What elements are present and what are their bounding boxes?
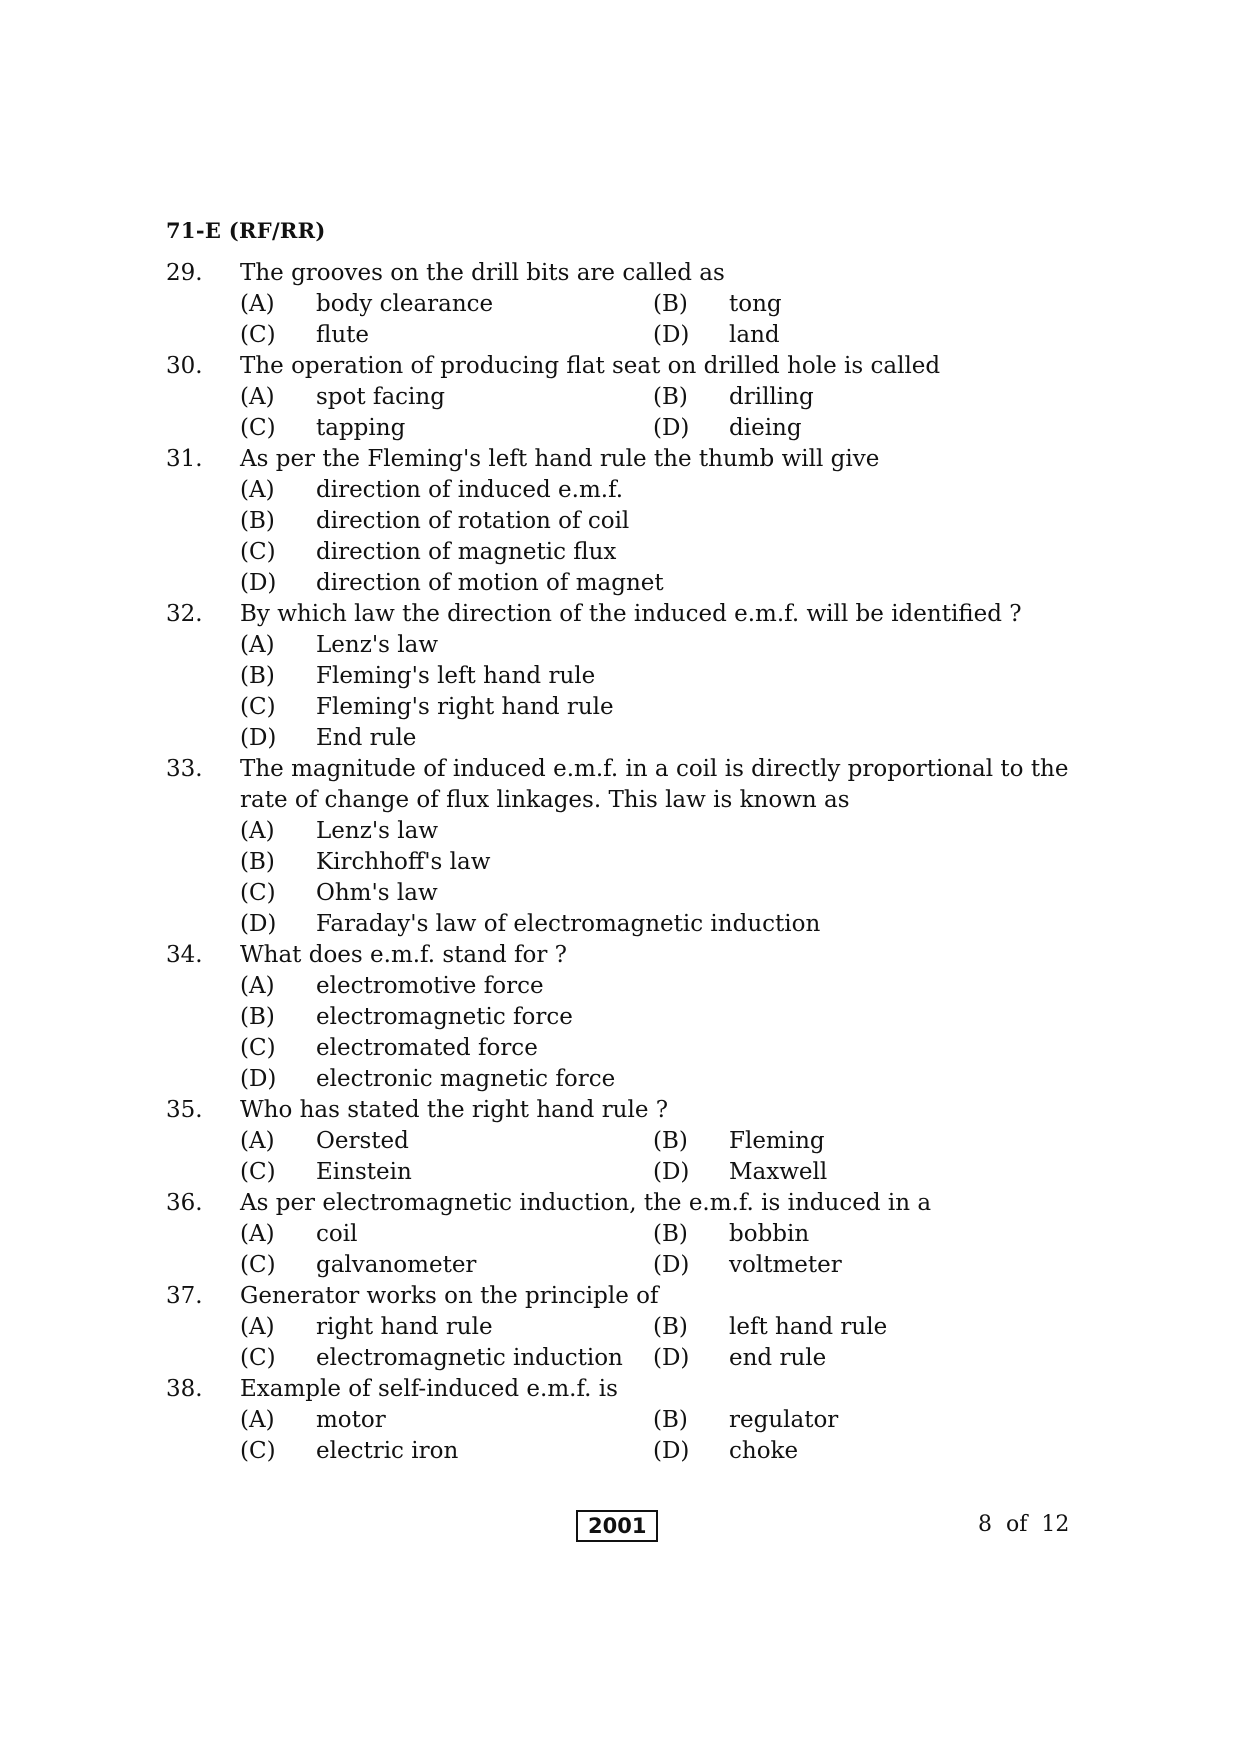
option-row [166,1219,1086,1250]
page-total: 12 [1041,1512,1070,1537]
option-letter: (B) [240,508,275,534]
option-letter: (C) [240,694,276,720]
option-b [240,847,1040,878]
option-letter: (C) [240,1035,276,1061]
option-c [240,1033,1040,1064]
option-row [166,1064,1086,1095]
option-letter: (C) [240,880,276,906]
option-text: electromated force [316,1035,538,1061]
question-37 [166,1281,1086,1374]
option-row [166,1002,1086,1033]
option-text: coil [316,1221,358,1247]
option-text: flute [316,322,370,348]
option-letter: (C) [240,322,276,348]
option-b [240,1002,1040,1033]
option-d [240,723,1040,754]
option-row [166,1436,1086,1467]
question-number: 29. [166,260,203,286]
question-number: 34. [166,942,203,968]
option-c [240,692,1040,723]
option-letter: (A) [240,973,275,999]
option-letter: (D) [240,1066,277,1092]
option-d [240,1064,1040,1095]
option-b [240,661,1040,692]
option-text: voltmeter [729,1252,842,1278]
question-text: By which law the direction of the induced e.m.f. will be identified ? [240,601,1022,627]
option-text: land [729,322,780,348]
option-letter: (B) [240,663,275,689]
option-text: electromagnetic force [316,1004,573,1030]
option-letter: (B) [653,291,688,317]
option-b [240,506,1040,537]
option-text: tong [729,291,782,317]
question-34 [166,940,1086,1095]
option-row [166,1126,1086,1157]
question-number: 35. [166,1097,203,1123]
option-letter: (A) [240,384,275,410]
question-text: Generator works on the principle of [240,1283,659,1309]
option-letter: (A) [240,818,275,844]
option-text: Oersted [316,1128,409,1154]
option-letter: (A) [240,477,275,503]
option-a [240,475,1040,506]
option-row [166,661,1086,692]
question-text: Who has stated the right hand rule ? [240,1097,669,1123]
option-letter: (C) [240,1345,276,1371]
option-d [653,320,1053,351]
option-letter: (D) [240,911,277,937]
option-row [166,878,1086,909]
option-letter: (A) [240,1128,275,1154]
option-letter: (A) [240,291,275,317]
option-row [166,1405,1086,1436]
option-row [166,382,1086,413]
option-row [166,506,1086,537]
option-row [166,475,1086,506]
question-35 [166,1095,1086,1188]
question-32 [166,599,1086,754]
question-number: 32. [166,601,203,627]
option-c [240,878,1040,909]
option-text: choke [729,1438,799,1464]
option-row [166,1343,1086,1374]
option-letter: (A) [240,1407,275,1433]
option-row [166,568,1086,599]
option-b [653,1126,1053,1157]
option-text: direction of induced e.m.f. [316,477,624,503]
option-text: Maxwell [729,1159,828,1185]
option-row [166,971,1086,1002]
option-letter: (C) [240,1252,276,1278]
option-row [166,413,1086,444]
option-a [240,971,1040,1002]
option-text: Lenz's law [316,632,439,658]
option-d [240,568,1040,599]
option-b [653,382,1053,413]
option-c [240,1436,653,1467]
option-c [240,1250,653,1281]
option-a [240,1126,653,1157]
option-text: Faraday's law of electromagnetic induction [316,911,821,937]
option-letter: (D) [653,1345,690,1371]
option-letter: (C) [240,415,276,441]
option-a [240,289,653,320]
option-text: direction of motion of magnet [316,570,664,596]
question-number: 31. [166,446,203,472]
option-a [240,630,1040,661]
option-text: bobbin [729,1221,810,1247]
question-text: As per electromagnetic induction, the e.m.f. is induced in a [240,1190,932,1216]
option-text: drilling [729,384,814,410]
option-b [653,1312,1053,1343]
question-text: The magnitude of induced e.m.f. in a coil is directly proportional to the rate of change of flux linkages. This law is known as [240,756,1069,813]
option-letter: (B) [653,1314,688,1340]
option-letter: (D) [653,415,690,441]
option-d [653,1436,1053,1467]
option-text: electromagnetic induction [316,1345,623,1371]
option-text: electric iron [316,1438,459,1464]
option-text: Fleming's right hand rule [316,694,614,720]
option-d [653,1157,1053,1188]
option-d [653,1250,1053,1281]
option-text: direction of rotation of coil [316,508,630,534]
question-number: 36. [166,1190,203,1216]
option-row [166,537,1086,568]
option-letter: (D) [653,1159,690,1185]
option-row [166,630,1086,661]
option-text: Fleming [729,1128,825,1154]
option-b [653,289,1053,320]
option-row [166,320,1086,351]
option-a [240,1405,653,1436]
question-text: What does e.m.f. stand for ? [240,942,567,968]
question-text: The grooves on the drill bits are called as [240,260,725,286]
option-letter: (B) [653,384,688,410]
question-text: The operation of producing flat seat on drilled hole is called [240,353,941,379]
option-c [240,1343,653,1374]
option-letter: (B) [653,1221,688,1247]
option-text: Lenz's law [316,818,439,844]
option-text: Einstein [316,1159,412,1185]
question-33 [166,754,1086,940]
option-letter: (C) [240,1438,276,1464]
option-letter: (B) [240,849,275,875]
option-letter: (A) [240,632,275,658]
option-text: Fleming's left hand rule [316,663,596,689]
option-text: electromotive force [316,973,544,999]
option-text: Ohm's law [316,880,438,906]
booklet-code-box: 2001 [576,1510,658,1542]
option-d [653,1343,1053,1374]
option-text: dieing [729,415,802,441]
question-38 [166,1374,1086,1467]
option-letter: (D) [653,1252,690,1278]
option-c [240,320,653,351]
option-letter: (D) [653,322,690,348]
option-row [166,1157,1086,1188]
question-number: 37. [166,1283,203,1309]
option-d [653,413,1053,444]
option-text: body clearance [316,291,494,317]
option-row [166,1250,1086,1281]
option-b [653,1405,1053,1436]
option-c [240,1157,653,1188]
question-29 [166,258,1086,351]
page-current: 8 [978,1512,992,1537]
question-text: As per the Fleming's left hand rule the thumb will give [240,446,880,472]
option-letter: (C) [240,539,276,565]
option-a [240,1312,653,1343]
option-text: left hand rule [729,1314,888,1340]
option-a [240,1219,653,1250]
option-letter: (B) [653,1128,688,1154]
page-of: of [1006,1512,1028,1537]
question-text: Example of self-induced e.m.f. is [240,1376,618,1402]
page-number [978,1512,1069,1538]
option-row [166,1312,1086,1343]
option-letter: (C) [240,1159,276,1185]
option-row [166,816,1086,847]
option-b [653,1219,1053,1250]
option-text: galvanometer [316,1252,477,1278]
option-letter: (B) [240,1004,275,1030]
option-row [166,723,1086,754]
option-text: spot facing [316,384,445,410]
option-text: Kirchhoff's law [316,849,491,875]
option-d [240,909,1040,940]
option-row [166,909,1086,940]
question-31 [166,444,1086,599]
option-text: end rule [729,1345,827,1371]
question-number: 33. [166,756,203,782]
option-letter: (A) [240,1314,275,1340]
option-text: electronic magnetic force [316,1066,616,1092]
option-c [240,413,653,444]
paper-code: 71-E (RF/RR) [166,218,326,243]
option-a [240,382,653,413]
option-letter: (D) [240,570,277,596]
option-text: End rule [316,725,417,751]
question-list [166,258,1086,1467]
option-letter: (B) [653,1407,688,1433]
option-text: regulator [729,1407,839,1433]
option-a [240,816,1040,847]
option-letter: (D) [653,1438,690,1464]
option-row [166,692,1086,723]
option-row [166,289,1086,320]
option-letter: (A) [240,1221,275,1247]
question-30 [166,351,1086,444]
option-row [166,1033,1086,1064]
question-number: 30. [166,353,203,379]
option-letter: (D) [240,725,277,751]
option-row [166,847,1086,878]
question-number: 38. [166,1376,203,1402]
option-c [240,537,1040,568]
option-text: motor [316,1407,386,1433]
option-text: tapping [316,415,406,441]
option-text: right hand rule [316,1314,493,1340]
question-36 [166,1188,1086,1281]
option-text: direction of magnetic flux [316,539,617,565]
